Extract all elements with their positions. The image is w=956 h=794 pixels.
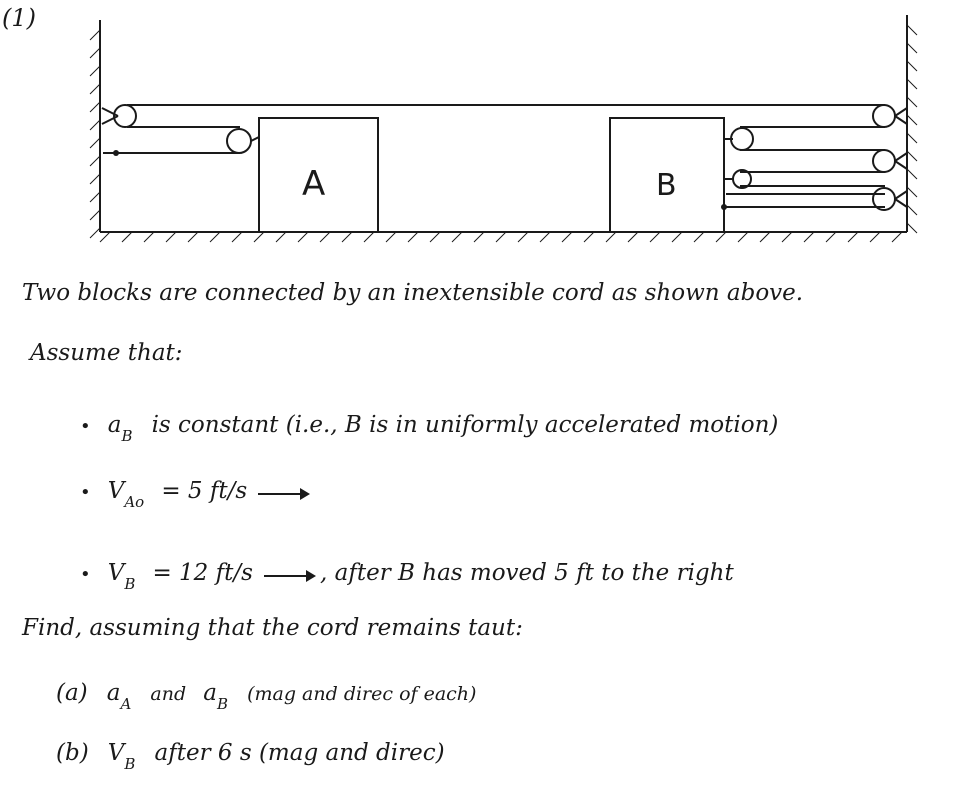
question-conjunction: and	[150, 683, 187, 705]
assumption-text: is constant (i.e., B is in uniformly accelerated motion)	[151, 412, 779, 438]
hatch-mark	[518, 232, 528, 242]
question-symbol: a	[106, 680, 121, 706]
hatch-mark	[782, 232, 792, 242]
hatch-mark	[386, 232, 396, 242]
hatch-mark	[907, 205, 917, 215]
hatch-mark	[90, 174, 100, 184]
hatch-mark	[90, 210, 100, 220]
hatch-mark	[540, 232, 550, 242]
assumption-text: = 12 ft/s	[152, 560, 253, 586]
problem-number: (1)	[2, 4, 36, 32]
right-arrow-icon	[258, 493, 308, 495]
hatch-mark	[848, 232, 858, 242]
block-a-label: A	[302, 164, 326, 204]
hatch-mark	[606, 232, 616, 242]
pulley-right-2	[873, 150, 895, 172]
hatch-mark	[298, 232, 308, 242]
assumption-2	[80, 478, 314, 511]
hatch-mark	[907, 115, 917, 125]
assume-heading: Assume that:	[30, 340, 183, 366]
hatch-mark	[188, 232, 198, 242]
assumption-subscript: B	[121, 427, 133, 445]
hatch-mark	[907, 169, 917, 179]
assumption-symbol: V	[107, 478, 125, 504]
hatch-mark	[100, 232, 110, 242]
hatch-mark	[907, 43, 917, 53]
hatch-mark	[672, 232, 682, 242]
assumption-3	[80, 560, 734, 593]
hatch-mark	[584, 232, 594, 242]
pulley-block-a	[227, 129, 251, 153]
hatch-mark	[232, 232, 242, 242]
hatch-mark	[144, 232, 154, 242]
hatch-mark	[210, 232, 220, 242]
hatch-mark	[452, 232, 462, 242]
hatch-mark	[562, 232, 572, 242]
assumption-1	[80, 412, 779, 445]
question-subscript: B	[216, 695, 228, 713]
pulley-right-1	[873, 105, 895, 127]
hatch-mark	[90, 120, 100, 130]
question-subscript: B	[124, 755, 136, 773]
bullet-dot: •	[80, 482, 91, 503]
bullet-dot: •	[80, 564, 91, 585]
block-b-label: B	[656, 168, 677, 203]
hatch-mark	[342, 232, 352, 242]
pulley-figure	[0, 0, 956, 270]
hatch-mark	[907, 223, 917, 233]
assumption-symbol: V	[107, 560, 125, 586]
hatch-mark	[90, 66, 100, 76]
hatch-mark	[430, 232, 440, 242]
hatch-mark	[474, 232, 484, 242]
question-text: after 6 s (mag and direc)	[154, 740, 445, 766]
bullet-dot: •	[80, 416, 91, 437]
assumption-suffix: , after B has moved 5 ft to the right	[320, 560, 734, 586]
hatch-mark	[907, 97, 917, 107]
hatch-mark	[760, 232, 770, 242]
hatch-mark	[907, 25, 917, 35]
pulley-b-top	[731, 128, 753, 150]
find-heading: Find, assuming that the cord remains taut:	[22, 615, 523, 641]
hatch-mark	[254, 232, 264, 242]
hatch-mark	[122, 232, 132, 242]
assumption-symbol: a	[107, 412, 122, 438]
hatch-mark	[716, 232, 726, 242]
hatch-mark	[166, 232, 176, 242]
hatch-mark	[907, 79, 917, 89]
hatch-mark	[90, 48, 100, 58]
hatch-mark	[628, 232, 638, 242]
hatch-mark	[738, 232, 748, 242]
hatch-mark	[408, 232, 418, 242]
assumption-subscript: Ao	[124, 493, 145, 511]
hatch-mark	[907, 133, 917, 143]
question-subscript: A	[120, 695, 132, 713]
hatch-mark	[804, 232, 814, 242]
hatch-mark	[90, 30, 100, 40]
hatch-mark	[320, 232, 330, 242]
question-symbol: a	[203, 680, 217, 706]
hatch-mark	[90, 102, 100, 112]
assumption-subscript: B	[124, 575, 136, 593]
question-b	[56, 740, 445, 773]
hatch-mark	[90, 84, 100, 94]
hatch-mark	[892, 232, 902, 242]
question-text: (mag and direc of each)	[247, 683, 477, 705]
question-label: (a)	[56, 680, 88, 706]
right-arrow-icon	[264, 575, 314, 577]
hatch-mark	[907, 61, 917, 71]
question-symbol: V	[107, 740, 125, 766]
hatch-mark	[826, 232, 836, 242]
hatch-mark	[364, 232, 374, 242]
hatch-mark	[496, 232, 506, 242]
hatch-mark	[694, 232, 704, 242]
hatch-mark	[90, 138, 100, 148]
assumption-text: = 5 ft/s	[161, 478, 248, 504]
question-label: (b)	[56, 740, 89, 766]
hatch-mark	[90, 192, 100, 202]
hatch-mark	[276, 232, 286, 242]
hatch-mark	[650, 232, 660, 242]
hatch-mark	[907, 151, 917, 161]
question-a	[56, 680, 477, 713]
hatch-mark	[907, 187, 917, 197]
hatch-mark	[90, 228, 100, 238]
problem-statement: Two blocks are connected by an inextensible cord as shown above.	[22, 280, 804, 306]
hatch-mark	[90, 156, 100, 166]
hatch-mark	[870, 232, 880, 242]
